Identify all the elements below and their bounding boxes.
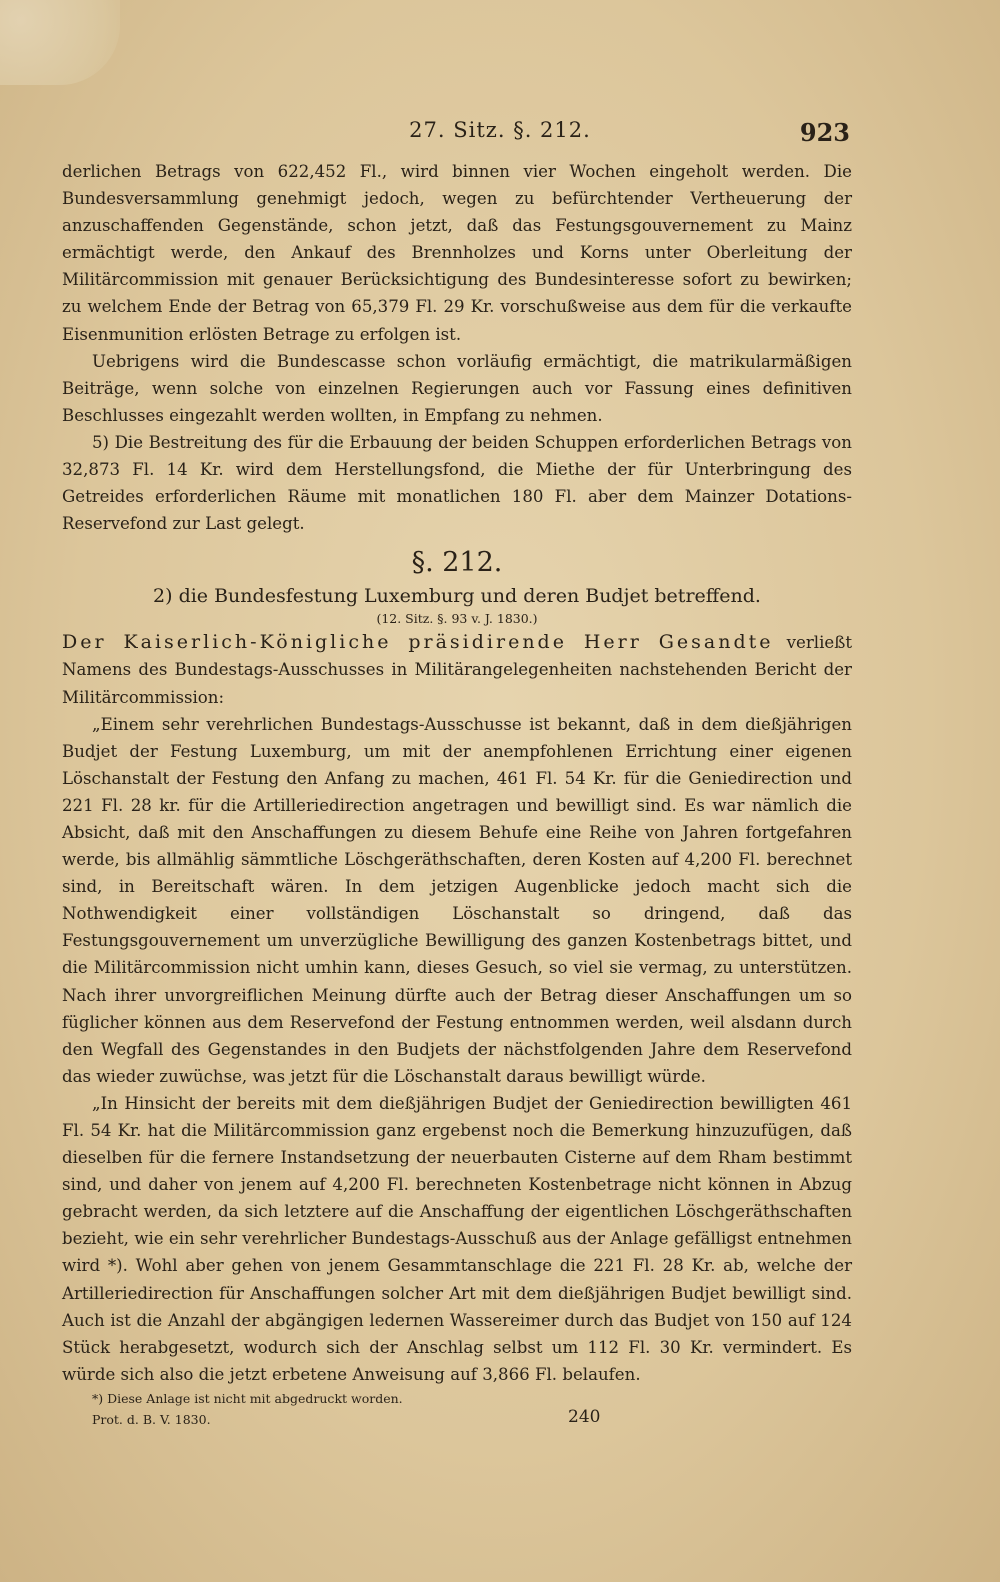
paragraph: 5) Die Bestreitung des für die Erbauung der beiden Schuppen erforderlichen Betrags von 32,873 Fl. 14 Kr. wird dem Herstellungsfond, die Miethe der für Unterbringung des Getreides erforderlichen Räume mit monatlichen 180 Fl. aber dem Mainzer Dotations-Reservefond zur Last gelegt.: [62, 432, 852, 534]
page-header: [0, 118, 1000, 148]
paragraph: Uebrigens wird die Bundescasse schon vorläufig ermächtigt, die matrikularmäßigen Beiträge, wenn solche von einzelnen Regierungen auch vor Fassung eines definitiven Beschlusses eingezahlt werden wollten, in Empfang zu nehmen.: [62, 351, 852, 425]
protocol-mark: Prot. d. B. V. 1830.: [92, 1412, 211, 1427]
body-text: [62, 158, 852, 1388]
paragraph: „Einem sehr verehrlichen Bundestags-Ausschusse ist bekannt, daß in dem dießjährigen Budjet der Festung Luxemburg, um mit der anempfohlenen Errichtung einer eigenen Löschanstalt der Festung den Anfang zu machen, 461 Fl. 54 Kr. für die Geniedirection und 221 Fl. 28 kr. für die Artilleriedirection angetragen und bewilligt sind. Es war nämlich die Absicht, daß mit den Anschaffungen zu diesem Behufe eine Reihe von Jahren fortgefahren werde, bis allmählig sämmtliche Löschgeräthschaften, deren Kosten auf 4,200 Fl. berechnet sind, in Bereitschaft wären. In dem jetzigen Augenblicke jedoch macht sich die Nothwendigkeit einer vollständigen Löschanstalt so dringend, daß das Festungsgouvernement um unverzügliche Bewilligung des ganzen Kostenbetrags bittet, und die Militärcommission nicht umhin kann, dieses Gesuch, so viel sie vermag, zu unterstützen. Nach ihrer unvorgreiflichen Meinung dürfte auch der Betrag dieser Anschaffungen um so füglicher können aus dem Reservefond der Festung entnommen werden, weil alsdann durch den Wegfall des Gegenstandes in den Budjets der nächstfolgenden Jahre dem Reservefond das wieder zuwüchse, was jetzt für die Löschanstalt daraus bewilligt würde.: [62, 714, 852, 1086]
library-stamp: [0, 0, 120, 85]
page-number: 923: [799, 118, 850, 147]
section-number: §. 212.: [411, 547, 503, 579]
intro-rest-text: verließt Namens des Bundestags-Ausschusses in Militärangelegenheiten nachstehenden Bericht der Militärcommission:: [62, 633, 852, 707]
paragraph: „In Hinsicht der bereits mit dem dießjährigen Budjet der Geniedirection bewilligten 461 Fl. 54 Kr. hat die Militärcommission ganz ergebenst noch die Bemerkung hinzuzufügen, daß dieselben für die fernere Instandsetzung der neuerbauten Cisterne auf dem Rham bestimmt sind, und daher von jenem auf 4,200 Fl. berechneten Kostenbetrage nicht können in Abzug gebracht werden, da sich letztere auf die Anschaffung der eigentlichen Löschgeräthschaften bezieht, wie ein sehr verehrlicher Bundestags-Ausschuß aus der Anlage gefälligst entnehmen wird *). Wohl aber gehen von jenem Gesammtanschlage die 221 Fl. 28 Kr. ab, welche der Artilleriedirection für Anschaffungen solcher Art mit dem dießjährigen Budjet bewilligt sind. Auch ist die Anzahl der abgängigen ledernen Wassereimer durch das Budjet von 150 auf 124 Stück herabgesetzt, wodurch sich der Anschlag selbst um 112 Fl. 30 Kr. vermindert. Es würde sich also die jetzt erbetene Anweisung auf 3,866 Fl. belaufen.: [62, 1093, 852, 1384]
running-head: 27. Sitz. §. 212.: [409, 118, 591, 142]
intro-spaced-text: Der Kaiserlich-Königliche präsidirende Herr Gesandte: [62, 631, 774, 654]
paragraph: derlichen Betrags von 622,452 Fl., wird binnen vier Wochen eingeholt werden. Die Bundesversammlung genehmigt jedoch, wegen zu befürchtender Vertheuerung der anzuschaffenden Gegenstände, schon jetzt, daß das Festungsgouvernement zu Mainz ermächtigt werde, den Ankauf des Brennholzes und Korns unter Oberleitung der Militärcommission mit genauer Berücksichtigung des Bundesinteresse sofort zu bewirken; zu welchem Ende der Betrag von 65,379 Fl. 29 Kr. vorschußweise aus dem für die verkaufte Eisenmunition erlösten Betrage zu erfolgen ist.: [62, 162, 852, 344]
section-title: 2) die Bundesfestung Luxemburg und deren Budjet betreffend.: [153, 585, 761, 608]
footnote: *) Diese Anlage ist nicht mit abgedruckt worden.: [92, 1391, 403, 1406]
section-reference: (12. Sitz. §. 93 v. J. 1830.): [376, 611, 538, 627]
section-intro: [62, 629, 852, 710]
signature-mark: 240: [568, 1407, 601, 1427]
